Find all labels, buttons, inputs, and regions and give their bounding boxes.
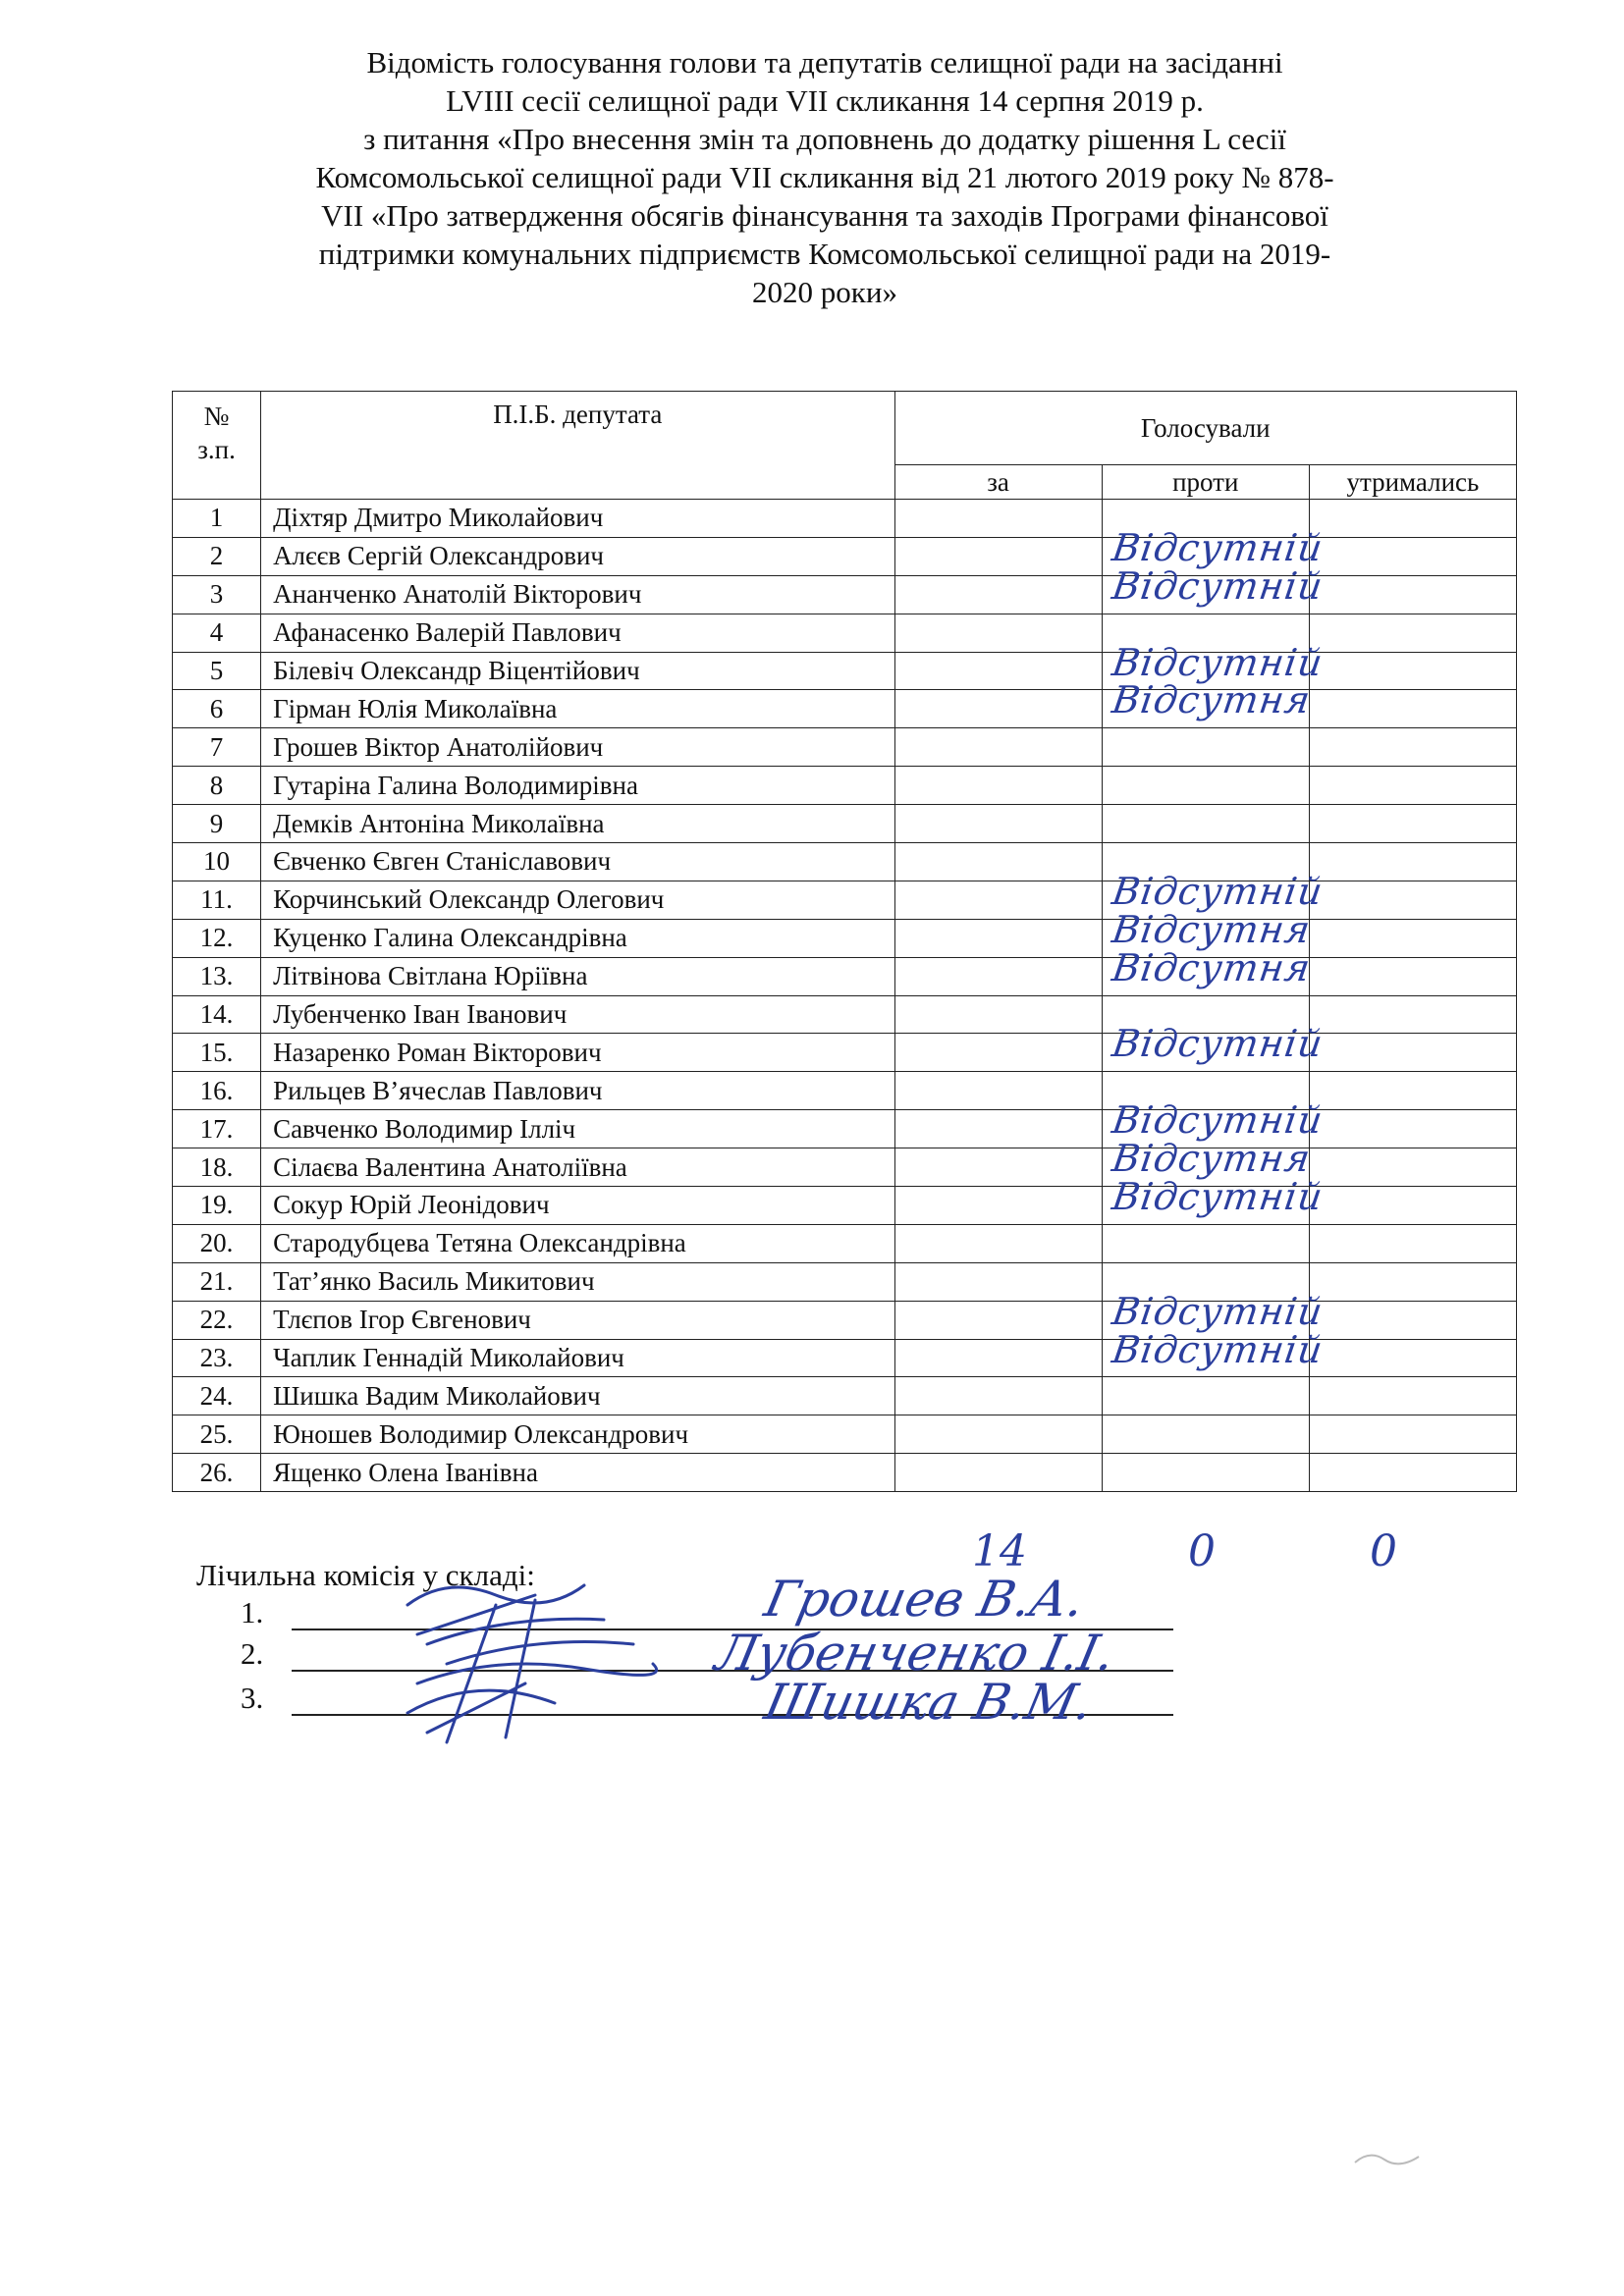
- absent-note: Відсутній: [1109, 1098, 1326, 1143]
- vote-for-cell: [894, 1072, 1102, 1110]
- table-header-row: [173, 392, 1517, 465]
- margin-mark: [1350, 2145, 1438, 2174]
- row-number: 10: [173, 843, 261, 881]
- row-number: 3: [173, 575, 261, 614]
- commission-line-2: 2.: [241, 1636, 1173, 1666]
- vote-for-cell: [894, 1148, 1102, 1187]
- voting-table: [172, 391, 1517, 1492]
- document-title: Відомість голосування голови та депутатів селищної ради на засіданні LVIII сесії селищної ради VII скликання 14 серпня 2019 р. з питання «Про внесення змін та доповнень до додатку рішення L сесії Комсомольської селищної ради VII скликання від 21 лютого 2019 року № 878- VII «Про затвердження обсягів фінансування та заходів Програми фінансової підтримки комунальних підприємств Комсомольської селищної ради на 2019- 2020 роки»: [315, 45, 1334, 309]
- vote-for-cell: [894, 919, 1102, 957]
- deputy-name: Назаренко Роман Вікторович: [261, 1034, 894, 1072]
- header-number: № з.п.: [173, 392, 261, 500]
- table-row: [173, 1454, 1517, 1492]
- absent-note: Відсутній: [1109, 525, 1326, 569]
- vote-abstained-cell: [1309, 1301, 1516, 1339]
- absent-note: Відсутня: [1109, 678, 1314, 722]
- row-number: 24.: [173, 1377, 261, 1415]
- vote-abstained-cell: [1309, 575, 1516, 614]
- table-row: [173, 919, 1517, 957]
- absent-note: Відсутній: [1109, 1175, 1326, 1219]
- deputy-name: Літвінова Світлана Юріївна: [261, 957, 894, 995]
- absent-note: Відсутній: [1109, 869, 1326, 913]
- vote-abstained-cell: [1309, 995, 1516, 1034]
- table-row: [173, 575, 1517, 614]
- vote-abstained-cell: [1309, 1148, 1516, 1187]
- table-row: [173, 805, 1517, 843]
- vote-against-cell: [1102, 563, 1326, 614]
- row-number: 2: [173, 537, 261, 575]
- absent-note: Відсутній: [1109, 563, 1326, 608]
- table-row: [173, 1224, 1517, 1262]
- vote-against-cell: [1102, 1454, 1309, 1492]
- vote-for-cell: [894, 1262, 1102, 1301]
- table-row: [173, 1339, 1517, 1377]
- vote-against-cell: [1102, 1327, 1326, 1377]
- row-number: 13.: [173, 957, 261, 995]
- vote-for-cell: [894, 1415, 1102, 1454]
- deputy-name: Ященко Олена Іванівна: [261, 1454, 894, 1492]
- handwritten-name-3: Шишка В.М.: [759, 1674, 1099, 1731]
- row-number: 25.: [173, 1415, 261, 1454]
- deputy-name: Корчинський Олександр Олегович: [261, 881, 894, 919]
- vote-for-cell: [894, 1454, 1102, 1492]
- row-number: 15.: [173, 1034, 261, 1072]
- row-number: 11.: [173, 881, 261, 919]
- deputy-name: Євченко Євген Станіславович: [261, 843, 894, 881]
- vote-for-cell: [894, 500, 1102, 538]
- deputy-name: Савченко Володимир Ілліч: [261, 1110, 894, 1148]
- table-row: [173, 1415, 1517, 1454]
- tally-against: 0: [1188, 1526, 1216, 1576]
- header-voted: Голосували: [894, 392, 1516, 465]
- deputy-name: Алєєв Сергій Олександрович: [261, 537, 894, 575]
- vote-for-cell: [894, 843, 1102, 881]
- table-row: [173, 957, 1517, 995]
- deputy-name: Гірман Юлія Миколаївна: [261, 690, 894, 728]
- vote-for-cell: [894, 614, 1102, 652]
- deputy-name: Білевіч Олександр Віцентійович: [261, 652, 894, 690]
- vote-for-cell: [894, 537, 1102, 575]
- deputy-name: Грошев Віктор Анатолійович: [261, 728, 894, 767]
- row-number: 6: [173, 690, 261, 728]
- tally-for: 14: [972, 1526, 1027, 1576]
- vote-for-cell: [894, 881, 1102, 919]
- vote-abstained-cell: [1309, 1110, 1516, 1148]
- vote-for-cell: [894, 1224, 1102, 1262]
- vote-against-cell: [1102, 945, 1314, 995]
- commission-line-3: 3.: [241, 1681, 1173, 1710]
- table-row: [173, 728, 1517, 767]
- row-number: 16.: [173, 1072, 261, 1110]
- tally-abstained: 0: [1370, 1526, 1397, 1576]
- vote-for-cell: [894, 957, 1102, 995]
- row-number: 18.: [173, 1148, 261, 1187]
- deputy-name: Стародубцева Тетяна Олександрівна: [261, 1224, 894, 1262]
- vote-for-cell: [894, 1377, 1102, 1415]
- deputy-name: Чаплик Геннадій Миколайович: [261, 1339, 894, 1377]
- vote-abstained-cell: [1309, 537, 1516, 575]
- vote-abstained-cell: [1309, 881, 1516, 919]
- vote-for-cell: [894, 1110, 1102, 1148]
- vote-abstained-cell: [1309, 1187, 1516, 1225]
- table-row: [173, 652, 1517, 690]
- vote-for-cell: [894, 575, 1102, 614]
- row-number: 21.: [173, 1262, 261, 1301]
- row-number: 22.: [173, 1301, 261, 1339]
- row-number: 23.: [173, 1339, 261, 1377]
- row-number: 9: [173, 805, 261, 843]
- vote-abstained-cell: [1309, 614, 1516, 652]
- vote-against-cell: [1102, 805, 1309, 843]
- header-deputy-name: П.І.Б. депутата: [261, 392, 894, 500]
- vote-for-cell: [894, 805, 1102, 843]
- row-number: 12.: [173, 919, 261, 957]
- row-number: 19.: [173, 1187, 261, 1225]
- vote-against-cell: [1102, 728, 1309, 767]
- table-row: [173, 881, 1517, 919]
- deputy-name: Афанасенко Валерій Павлович: [261, 614, 894, 652]
- absent-note: Відсутній: [1109, 1022, 1326, 1066]
- table-row: [173, 690, 1517, 728]
- deputy-name: Демків Антоніна Миколаївна: [261, 805, 894, 843]
- table-body: [173, 500, 1517, 1492]
- row-number: 14.: [173, 995, 261, 1034]
- table-row: [173, 1110, 1517, 1148]
- table-row: [173, 1377, 1517, 1415]
- handwritten-name-1: Грошев В.А.: [759, 1571, 1090, 1628]
- vote-abstained-cell: [1309, 1072, 1516, 1110]
- row-number: 4: [173, 614, 261, 652]
- header-abstained: утримались: [1309, 465, 1516, 500]
- header-for: за: [894, 465, 1102, 500]
- row-number: 1: [173, 500, 261, 538]
- vote-against-cell: [1102, 1377, 1309, 1415]
- vote-for-cell: [894, 995, 1102, 1034]
- vote-against-cell: [1102, 767, 1309, 805]
- vote-abstained-cell: [1309, 1454, 1516, 1492]
- deputy-name: Рильцев В’ячеслав Павлович: [261, 1072, 894, 1110]
- row-number: 7: [173, 728, 261, 767]
- vote-abstained-cell: [1309, 805, 1516, 843]
- vote-abstained-cell: [1309, 919, 1516, 957]
- absent-note: Відсутня: [1109, 907, 1314, 951]
- deputy-name: Тат’янко Василь Микитович: [261, 1262, 894, 1301]
- absent-note: Відсутній: [1109, 1327, 1326, 1371]
- vote-against-cell: [1102, 1224, 1309, 1262]
- vote-for-cell: [894, 1187, 1102, 1225]
- vote-against-cell: [1102, 1415, 1309, 1454]
- row-number: 17.: [173, 1110, 261, 1148]
- vote-abstained-cell: [1309, 728, 1516, 767]
- commission-line-1: 1.: [241, 1595, 1173, 1625]
- absent-note: Відсутній: [1109, 1289, 1326, 1333]
- vote-abstained-cell: [1309, 1224, 1516, 1262]
- deputy-name: Юношев Володимир Олександрович: [261, 1415, 894, 1454]
- vote-abstained-cell: [1309, 1034, 1516, 1072]
- vote-abstained-cell: [1309, 1377, 1516, 1415]
- table-row: [173, 767, 1517, 805]
- vote-against-cell: [1102, 678, 1314, 728]
- row-number: 5: [173, 652, 261, 690]
- absent-note: Відсутній: [1109, 640, 1326, 684]
- deputy-name: Куценко Галина Олександрівна: [261, 919, 894, 957]
- vote-for-cell: [894, 1301, 1102, 1339]
- handwritten-name-2: Лубенченко І.І.: [710, 1625, 1120, 1682]
- row-number: 8: [173, 767, 261, 805]
- absent-note: Відсутня: [1109, 945, 1314, 989]
- vote-abstained-cell: [1309, 1262, 1516, 1301]
- deputy-name: Сокур Юрій Леонідович: [261, 1187, 894, 1225]
- signature-scribbles: [388, 1575, 673, 1752]
- vote-for-cell: [894, 690, 1102, 728]
- vote-abstained-cell: [1309, 843, 1516, 881]
- vote-abstained-cell: [1309, 957, 1516, 995]
- deputy-name: Сілаєва Валентина Анатоліївна: [261, 1148, 894, 1187]
- vote-abstained-cell: [1309, 500, 1516, 538]
- vote-against-cell: [1102, 1175, 1326, 1225]
- counting-commission-label: Лічильна комісія у складі:: [196, 1558, 535, 1592]
- vote-abstained-cell: [1309, 1339, 1516, 1377]
- header-against: проти: [1102, 465, 1309, 500]
- vote-abstained-cell: [1309, 1415, 1516, 1454]
- vote-for-cell: [894, 652, 1102, 690]
- deputy-name: Діхтяр Дмитро Миколайович: [261, 500, 894, 538]
- deputy-name: Гутаріна Галина Володимирівна: [261, 767, 894, 805]
- vote-for-cell: [894, 1034, 1102, 1072]
- deputy-name: Шишка Вадим Миколайович: [261, 1377, 894, 1415]
- vote-for-cell: [894, 728, 1102, 767]
- row-number: 20.: [173, 1224, 261, 1262]
- deputy-name: Тлєпов Ігор Євгенович: [261, 1301, 894, 1339]
- vote-against-cell: [1102, 1022, 1326, 1072]
- deputy-name: Лубенченко Іван Іванович: [261, 995, 894, 1034]
- absent-note: Відсутня: [1109, 1137, 1314, 1181]
- vote-abstained-cell: [1309, 690, 1516, 728]
- vote-abstained-cell: [1309, 652, 1516, 690]
- deputy-name: Ананченко Анатолій Вікторович: [261, 575, 894, 614]
- vote-for-cell: [894, 767, 1102, 805]
- row-number: 26.: [173, 1454, 261, 1492]
- table-row: [173, 1034, 1517, 1072]
- vote-abstained-cell: [1309, 767, 1516, 805]
- table-row: [173, 1187, 1517, 1225]
- vote-for-cell: [894, 1339, 1102, 1377]
